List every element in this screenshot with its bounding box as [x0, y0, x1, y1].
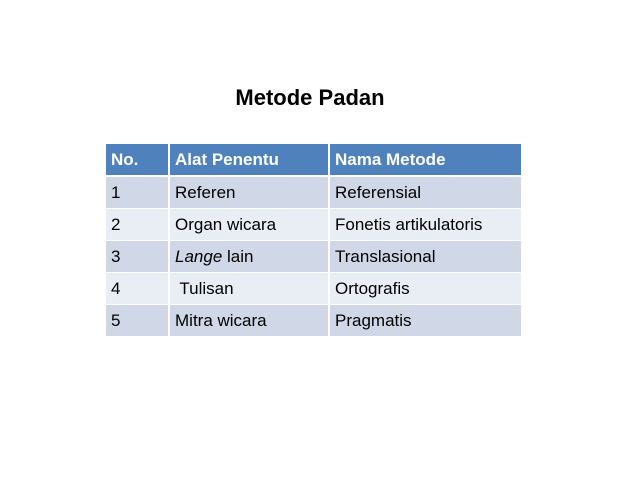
cell-metode: Fonetis artikulatoris: [329, 209, 521, 241]
cell-no: 4: [106, 273, 169, 305]
table-row: [106, 209, 521, 241]
header-alat-penentu: Alat Penentu: [169, 144, 329, 176]
cell-alat: [169, 241, 329, 273]
cell-metode: Ortografis: [329, 273, 521, 305]
cell-alat: Organ wicara: [169, 209, 329, 241]
cell-no: 2: [106, 209, 169, 241]
cell-no: 1: [106, 176, 169, 209]
cell-alat-italic: Lange: [175, 246, 223, 266]
cell-alat: Tulisan: [169, 273, 329, 305]
table-row: [106, 241, 521, 273]
table-row: [106, 176, 521, 209]
header-no: No.: [106, 144, 169, 176]
slide-title: Metode Padan: [235, 85, 385, 110]
cell-metode: Translasional: [329, 241, 521, 273]
table-header-row: [106, 144, 521, 176]
cell-no: 3: [106, 241, 169, 273]
cell-metode: Pragmatis: [329, 305, 521, 337]
cell-metode: Referensial: [329, 176, 521, 209]
table-row: [106, 273, 521, 305]
cell-alat-rest: lain: [222, 246, 254, 266]
cell-no: 5: [106, 305, 169, 337]
header-nama-metode: Nama Metode: [329, 144, 521, 176]
cell-alat: Mitra wicara: [169, 305, 329, 337]
methods-table: [106, 144, 521, 337]
cell-alat: Referen: [169, 176, 329, 209]
table-row: [106, 305, 521, 337]
